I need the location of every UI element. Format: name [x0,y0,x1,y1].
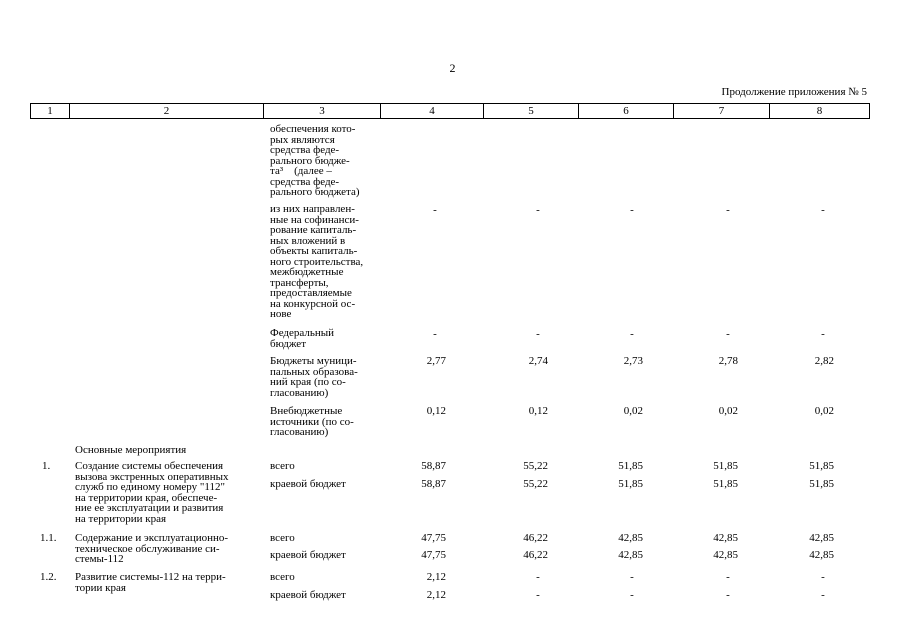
funding-source-text: Внебюджетные источники (по со- гласованию) [270,405,354,438]
value-cell: - [726,204,730,216]
value-cell: - [630,328,634,340]
value-cell: 0,02 [718,405,738,417]
column-number-row [31,104,870,119]
value-cell: 55,22 [523,478,548,490]
funding-label: краевой бюджет [270,478,346,490]
funding-source-text: Бюджеты муници- пальных образова- ний края (по со- гласованию) [270,355,358,399]
item-name: Содержание и эксплуатационно- техническое обслуживание си- стемы-112 [75,532,229,565]
col-header: 6 [579,104,674,119]
funding-label: краевой бюджет [270,589,346,601]
value-cell: 2,73 [623,355,643,367]
funding-label: краевой бюджет [270,549,346,561]
header-row-table [30,103,870,119]
col-header: 1 [31,104,70,119]
value-cell: - [821,204,825,216]
value-cell: 42,85 [809,532,834,544]
value-cell: 42,85 [809,549,834,561]
value-cell: 42,85 [618,532,643,544]
col-header: 8 [770,104,870,119]
col-header: 2 [70,104,264,119]
value-cell: 47,75 [421,549,446,561]
col-header: 7 [674,104,770,119]
item-number: 1.1. [40,532,57,544]
value-cell: - [536,571,540,583]
value-cell: 55,22 [523,460,548,472]
value-cell: 51,85 [713,460,738,472]
value-cell: 51,85 [618,460,643,472]
value-cell: 46,22 [523,532,548,544]
value-cell: 46,22 [523,549,548,561]
value-cell: 51,85 [618,478,643,490]
value-cell: - [726,589,730,601]
value-cell: 2,77 [426,355,446,367]
item-number: 1. [42,460,51,472]
value-cell: 42,85 [618,549,643,561]
value-cell: 51,85 [809,460,834,472]
continuation-caption: Продолжение приложения № 5 [721,86,867,98]
value-cell: 51,85 [713,478,738,490]
value-cell: - [630,589,634,601]
funding-source-text: обеспечения кото- рых являются средства феде- рального бюдже- та³ (далее – средства феде- рального бюджета) [270,123,360,198]
value-cell: - [821,589,825,601]
value-cell: - [821,328,825,340]
value-cell: 58,87 [421,460,446,472]
funding-label: всего [270,460,295,472]
funding-source-text: из них направлен- ные на софинанси- рование капиталь- ных вложений в объекты капиталь- ного строительства, межбюджетные трансферты, предоставляемые на конкурсной ос- нове [270,203,364,320]
value-cell: 51,85 [809,478,834,490]
value-cell: 42,85 [713,549,738,561]
item-name: Развитие системы-112 на терри- тории края [75,571,226,594]
value-cell: 42,85 [713,532,738,544]
value-cell: - [536,589,540,601]
value-cell: - [536,204,540,216]
page-number: 2 [449,61,456,75]
value-cell: - [630,204,634,216]
value-cell: - [726,328,730,340]
value-cell: 2,78 [718,355,738,367]
value-cell: - [630,571,634,583]
value-cell: 2,12 [426,589,446,601]
section-title: Основные мероприятия [75,444,187,456]
funding-label: всего [270,532,295,544]
value-cell: 0,02 [814,405,834,417]
value-cell: - [433,328,437,340]
value-cell: 47,75 [421,532,446,544]
item-number: 1.2. [40,571,57,583]
value-cell: 2,12 [426,571,446,583]
col-header: 3 [264,104,381,119]
value-cell: 2,82 [814,355,834,367]
funding-label: всего [270,571,295,583]
col-header: 5 [484,104,579,119]
value-cell: 0,02 [623,405,643,417]
value-cell: 2,74 [528,355,548,367]
value-cell: - [536,328,540,340]
value-cell: - [433,204,437,216]
value-cell: 0,12 [528,405,548,417]
value-cell: 0,12 [426,405,446,417]
funding-source-text: Федеральный бюджет [270,327,335,350]
item-name: Создание системы обеспечения вызова экстренных оперативных служб по единому номеру "112" на территории края, обеспече- ние ее эксплуатации и развития на территории края [75,460,229,525]
value-cell: 58,87 [421,478,446,490]
value-cell: - [726,571,730,583]
value-cell: - [821,571,825,583]
col-header: 4 [381,104,484,119]
